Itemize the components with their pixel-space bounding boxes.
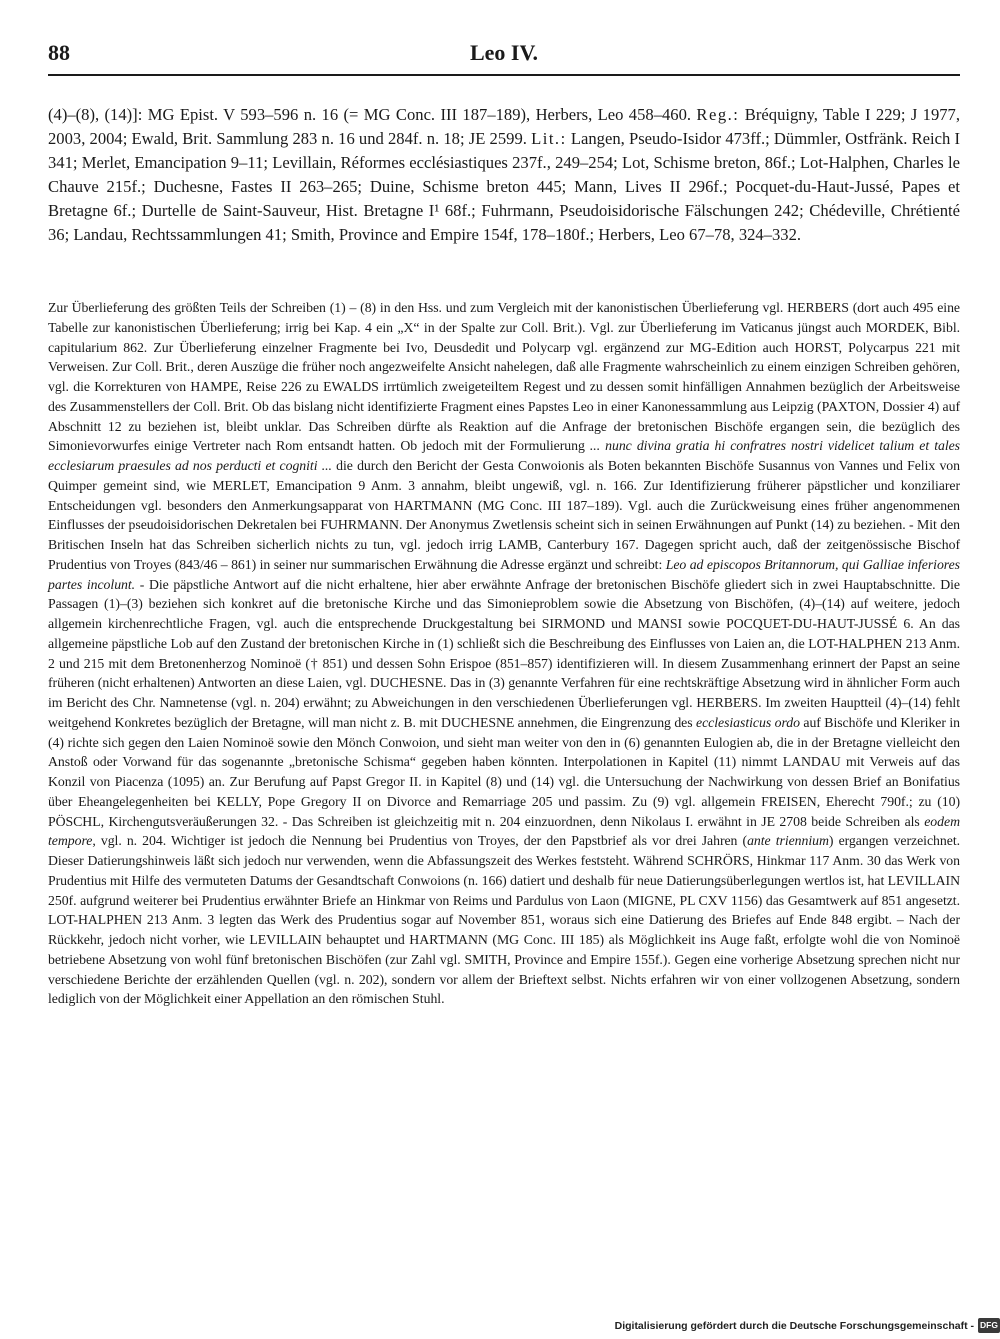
sources-text: Langen, Pseudo-Isidor 473ff.; Dümmler, Ostfränk. Reich I 341; Merlet, Emancipation 9–11; Levillain, Réformes ecclésiastiques 237f., 249–254; Lot, Schisme breton, 86f.; Lot-Halphen, Charles le Chauve 215f.; Duchesne, Fastes II 263–265; Duine, Schisme breton 445; Mann, Lives II 296f.; Pocquet-du-Haut-Jussé, Papes et Bretagne 6f.; Durtelle de Saint-Sauveur, Hist. Bretagne I¹ 68f.; Fuhrmann, Pseudoisidorische Fälschungen 242; Chédeville, Chrétienté 36; Landau, Rechtssammlungen 41; Smith, Province and Empire 154f, 178–180f.; Herbers, Leo 67–78, 324–332. — [48, 129, 960, 244]
page-header — [48, 40, 960, 74]
lit-label: Lit.: — [531, 129, 567, 148]
digitization-footer — [600, 1318, 1000, 1334]
sources-text: (4)–(8), (14)]: MG Epist. V 593–596 n. 16 (= MG Conc. III 187–189), Herbers, Leo 458–460. — [48, 105, 697, 124]
commentary-quote: ante triennium — [747, 833, 829, 849]
commentary-text: ) ergangen verzeichnet. Dieser Datierungshinweis läßt sich jedoch nur verwenden, wenn die Abfassungszeit des Werkes feststeht. Während SCHRÖRS, Hinkmar 117 Anm. 30 das Werk von Prudentius mit Hilfe des vermuteten Datums der Gesandtschaft Conwoions (n. 166) datiert und deshalb für neue Datierungsüberlegungen wertlos ist, hat LEVILLAIN 250f. aufgrund weiterer bei Prudentius erwähnter Briefe an Hinkmar von Reims und Pardulus von Laon (MIGNE, PL CXV 1156) das Gesamtwerk auf 851 angesetzt. LOT-HALPHEN 213 Anm. 3 legten das Werk des Prudentius sogar auf November 851, woraus sich eine Datierung des Briefes auf Ende 848 ergibt. – Nach der Rückkehr, jedoch nicht vorher, wie LEVILLAIN behauptet und HARTMANN (MG Conc. III 185) als Möglichkeit ins Auge faßt, erfolgte wohl die von Nominoë betriebene Absetzung von wohl fünf bretonischen Bischöfen (zur Zahl vgl. SMITH, Province and Empire 155f.). Gegen eine vorherige Absetzung sprechen nicht nur verschiedene Berichte der erzählenden Quellen (vgl. n. 202), sondern vor allem der Brieftext selbst. Nichts erfahren wir von einer vollzogenen Absetzung, sondern lediglich von der Möglichkeit einer Appellation an den römischen Stuhl. — [48, 833, 960, 1007]
commentary-text: Zur Überlieferung des größten Teils der Schreiben (1) – (8) in den Hss. und zum Vergleich mit der kanonistischen Überlieferung vgl. HERBERS (dort auch 495 eine Tabelle zur kanonistischen Überlieferung; irrig bei Kap. 4 ein „X“ in der Spalte zur Coll. Brit.). Vgl. zur Überlieferung im Vaticanus jüngst auch MORDEK, Bibl. capitularium 862. Zur Überlieferung einzelner Fragmente bei Ivo, Deusdedit und Polycarp vgl. ergänzend zur MG-Edition auch HORST, Polycarpus 221 mit Verweisen. Zur Coll. Brit., deren Auszüge die früher noch angezweifelte Ansicht nahelegen, daß alle Fragmente wahrscheinlich zu einem einzigen Schreiben gehören, vgl. die Korrekturen von HAMPE, Reise 226 zu EWALDS irrtümlich zweigeteiltem Regest und zu dessen somit hinfälligen Annahmen bezüglich der Arbeitsweise des Zusammenstellers der Coll. Brit. Ob das bislang nicht identifizierte Fragment eines Papstes Leo in einer Kanonessammlung aus Leipzig (PAXTON, Dossier 4) auf Abschnitt 12 zu beziehen ist, bleibt unklar. Das Schreiben dürfte als Reaktion auf die Anfrage der bretonischen Bischöfe ergangen sein, die bezüglich des Simonievorwurfes einige Vertreter nach Rom entsandt hatten. Ob jedoch mit der Formulierung — [48, 300, 960, 454]
commentary-text: die durch den Bericht der Gesta Conwoionis als Boten bekannten Bischöfe Susannus von Vannes und Felix von Quimper gemeint sind, wie MERLET, Emancipation 9 Anm. 3 annahm, bleibt ungewiß, vgl. n. 166. Zur Identifizierung früherer päpstlicher und konziliarer Entscheidungen vgl. besonders den Anmerkungsapparat von HARTMANN (MG Conc. III 187–189). Vgl. auch die Zurückweisung eines früher angenommenen Einflusses der pseudoisidorischen Dekretalen bei FUHRMANN. Der Anonymus Zwetlensis scheint sich in seinen Erwähnungen auf Punkt (14) zu beziehen. - Mit den Britischen Inseln hat das Schreiben sicherlich nichts zu tun, vgl. jedoch irrig LAMB, Canterbury 167. Dagegen spricht auch, daß der zeitgenössische Bischof Prudentius von Troyes (843/46 – 861) in seiner nur summarischen Erwähnung die Adresse ergänzt und schreibt: — [48, 458, 960, 572]
commentary-text: , vgl. n. 204. Wichtiger ist jedoch die Nennung bei Prudentius von Troyes, der den Papstbrief als vor drei Jahren ( — [92, 833, 748, 849]
commentary-quote: Leo ad episcopos Britannorum, qui Galliae inferiores partes incolunt. — [48, 556, 960, 592]
header-rule — [48, 74, 960, 76]
page-number: 88 — [48, 40, 70, 65]
commentary-quote: ecclesiasticus ordo — [696, 714, 800, 730]
commentary-text: - Die päpstliche Antwort auf die nicht erhaltene, hier aber erwähnte Anfrage der bretonischen Bischöfe gliedert sich in zwei Hauptabschnitte. Die Passagen (1)–(3) beziehen sich konkret auf die bretonische Kirche und das Simonieproblem sowie die Absetzung von Bischöfen, (4)–(14) auf weitere, jedoch allgemein kirchenrechtliche Fragen, vgl. auch die entsprechende Druckgestaltung bei SIRMOND und MANSI sowie POCQUET-DU-HAUT-JUSSÉ 6. An das allgemeine päpstliche Lob auf den Zustand der bretonischen Kirche in (1) schließt sich die Beschreibung des Einflusses von Laien an, die LOT-HALPHEN 213 Anm. 2 und 215 mit dem Bretonenherzog Nominoë († 851) und dessen Sohn Erispoe (851–857) identifizieren will. In diesem Zusammenhang erinnert der Papst an seine früheren (nicht erhaltenen) Antworten an diese Laien, vgl. DUCHESNE. Das in (3) genannte Verfahren für eine rechtskräftige Absetzung wird in ähnlicher Form auch im Bericht des Chr. Namnetense (vgl. n. 204) erwähnt; zu Abweichungen in den verschiedenen Überlieferungen vgl. HERBERS. Im zweiten Hauptteil (4)–(14) fehlt weitgehend Konkretes bezüglich der Bretagne, will man nicht z. B. mit DUCHESNE annehmen, die Eingrenzung des — [48, 576, 960, 730]
reg-label: Reg.: — [696, 105, 740, 124]
sources-text: Bréquigny, Table I 229; J 1977, 2003, 2004; Ewald, Brit. Sammlung 283 n. 16 und 284f. n. 18; JE 2599. — [48, 105, 960, 148]
commentary-paragraph — [48, 298, 960, 1009]
dfg-logo-icon: DFG — [978, 1318, 1000, 1333]
footer-credit: Digitalisierung gefördert durch die Deutsche Forschungsgemeinschaft - — [614, 1320, 974, 1332]
commentary-text: auf Bischöfe und Kleriker in (4) richte sich gegen den Laien Nominoë sowie den Mönch Conwoion, und sieht man weiter von den in (6) genannten Eulogien ab, die in der Bretagne vielleicht den Anstoß oder Vorwand für das sogenannte „bretonische Schisma“ gegeben haben könnten. Interpolationen in Kapitel (11) nimmt LANDAU mit Verweis auf das Konzil von Piacenza (1095) an. Zur Berufung auf Papst Gregor II. in Kapitel (8) und (14) vgl. die Untersuchung der Nachwirkung von dessen Brief an Bonifatius über Eheangelegenheiten bei KELLY, Pope Gregory II on Divorce and Remarriage 205 und passim. Zu (9) vgl. allgemein FREISEN, Eherecht 790f.; zu (10) PÖSCHL, Kirchengutsveräußerungen 32. - Das Schreiben ist gleichzeitig mit n. 204 einzuordnen, denn Nikolaus I. erwähnt in JE 2708 beide Schreiben als — [48, 714, 960, 829]
sources-paragraph — [48, 103, 960, 247]
commentary-quote: eodem tempore — [48, 813, 960, 849]
running-head: Leo IV. — [469, 40, 539, 65]
commentary-quote: ... nunc divina gratia hi confratres nostri videlicet talium et tales ecclesiarum praesules ad nos perducti et cogniti ... — [48, 438, 960, 473]
